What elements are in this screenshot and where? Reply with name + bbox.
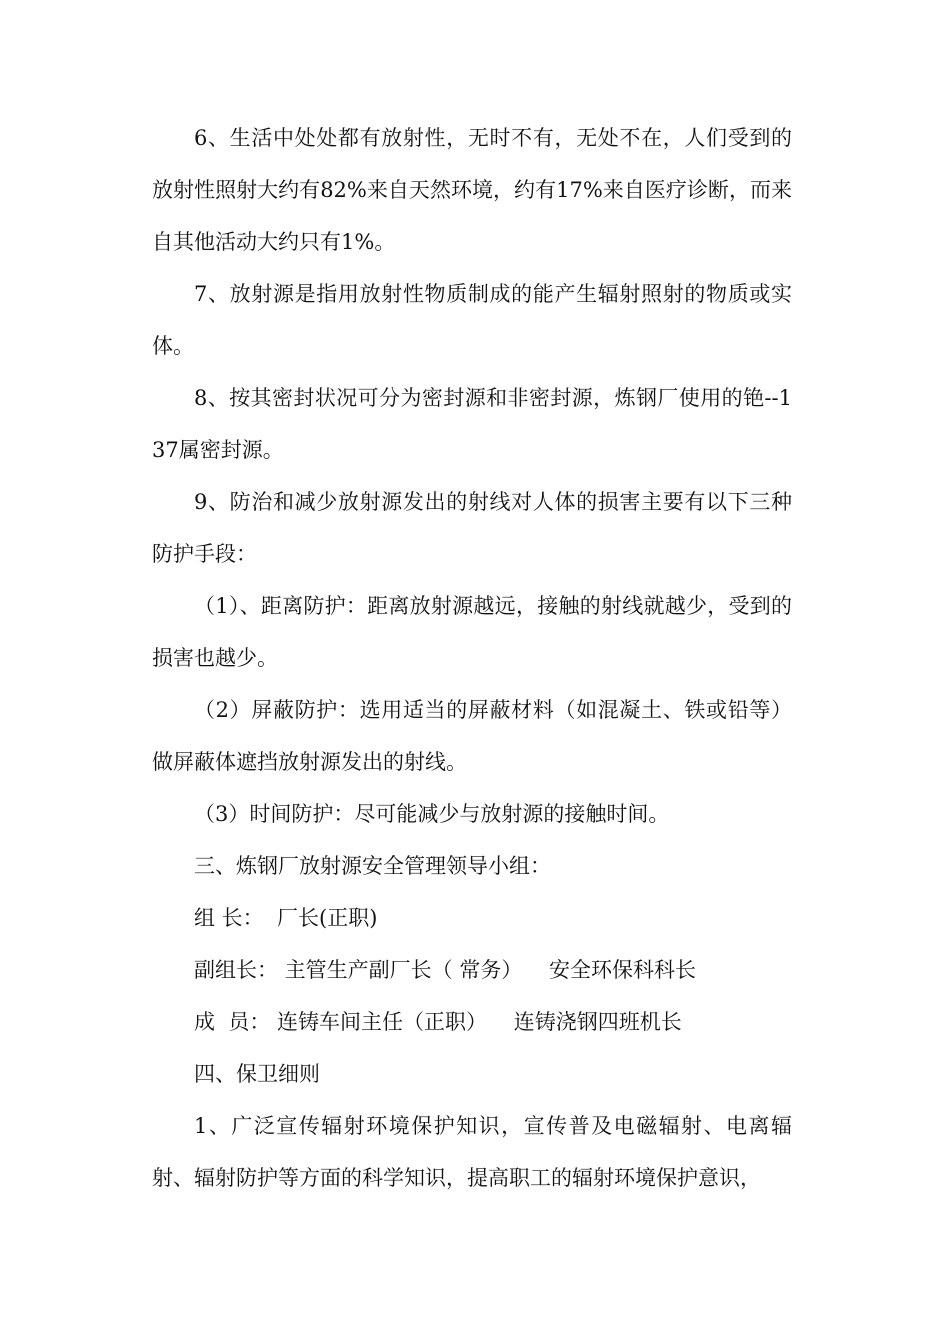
- security-rule-1: 1、广泛宣传辐射环境保护知识，宣传普及电磁辐射、电离辐射、辐射防护等方面的科学知识，提高职工的辐射环境保护意识，: [152, 1114, 792, 1190]
- group-members-line: 成 员： 连铸车间主任（正职） 连铸浇钢四班机长: [194, 1010, 682, 1034]
- paragraph-time-protection: （3）时间防护：尽可能减少与放射源的接触时间。: [194, 802, 670, 826]
- paragraph-item-6: 6、生活中处处都有放射性，无时不有，无处不在，人们受到的放射性照射大约有82%来自天然环境，约有17%来自医疗诊断，而来自其他活动大约只有1%。: [152, 126, 792, 254]
- section-4-heading: 四、保卫细则: [194, 1062, 320, 1086]
- paragraph-distance-protection: （1）、距离防护：距离放射源越远，接触的射线就越少，受到的损害也越少。: [152, 594, 792, 670]
- paragraph-item-8: 8、按其密封状况可分为密封源和非密封源，炼钢厂使用的铯--137属密封源。: [152, 386, 792, 462]
- section-3-heading: 三、炼钢厂放射源安全管理领导小组：: [194, 854, 551, 878]
- paragraph-shielding-protection: （2）屏蔽防护：选用适当的屏蔽材料（如混凝土、铁或铅等）做屏蔽体遮挡放射源发出的射线。: [152, 698, 792, 774]
- paragraph-item-9: 9、防治和减少放射源发出的射线对人体的损害主要有以下三种防护手段：: [152, 490, 792, 566]
- group-leader-line: 组 长： 厂长(正职): [194, 906, 378, 930]
- document-body: [152, 112, 792, 1204]
- paragraph-item-7: 7、放射源是指用放射性物质制成的能产生辐射照射的物质或实体。: [152, 282, 792, 358]
- group-deputy-line: 副组长： 主管生产副厂长（ 常务） 安全环保科科长: [194, 958, 697, 982]
